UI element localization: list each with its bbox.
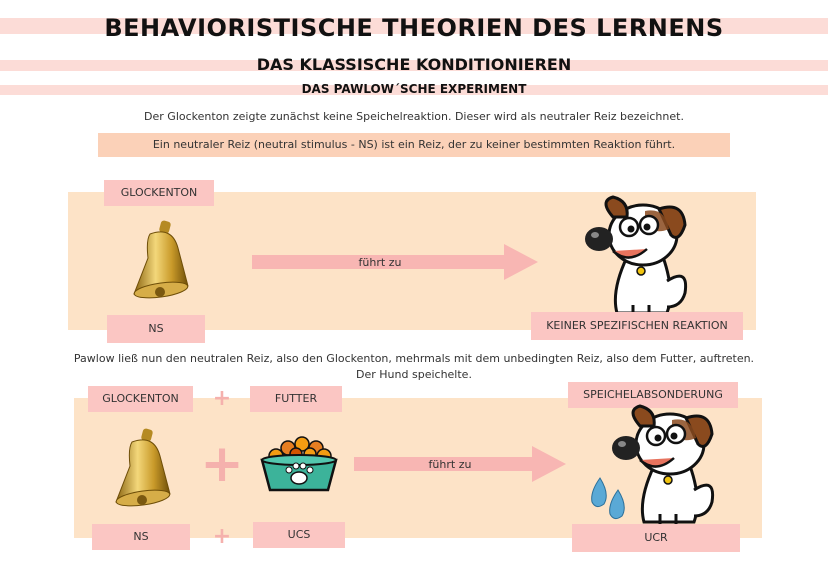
diagram2-result-code: UCR <box>572 524 740 552</box>
diagram2-code1: NS <box>92 524 190 550</box>
plus-sign: + <box>212 386 232 411</box>
dog-icon <box>583 195 695 321</box>
page-title: BEHAVIORISTISCHE THEORIEN DES LERNENS <box>104 14 724 42</box>
diagram1-result-label: KEINER SPEZIFISCHEN REAKTION <box>531 312 743 340</box>
diagram1-stimulus-label: GLOCKENTON <box>104 180 214 206</box>
diagram1-stimulus-code: NS <box>107 315 205 343</box>
bell-icon <box>102 426 174 510</box>
diagram2-arrow-label: führt zu <box>428 458 472 471</box>
food-bowl-icon <box>258 432 340 494</box>
page-subtitle: DAS KLASSISCHE KONDITIONIEREN <box>256 55 572 74</box>
middle-text-line1: Pawlow ließ nun den neutralen Reiz, also den Glockenton, mehrmals mit dem unbedingten Reiz, also dem Futter, auftreten. <box>73 352 755 365</box>
dog-icon <box>610 404 722 530</box>
plus-sign-large: + <box>200 434 244 494</box>
intro-text: Der Glockenton zeigte zunächst keine Speichelreaktion. Dieser wird als neutraler Reiz bezeichnet. <box>144 110 684 123</box>
diagram2-stimulus2-label: FUTTER <box>250 386 342 412</box>
diagram1-arrow-label: führt zu <box>358 256 402 269</box>
bell-icon <box>120 218 192 302</box>
diagram2-code2: UCS <box>253 522 345 548</box>
diagram2-stimulus1-label: GLOCKENTON <box>88 386 193 412</box>
diagram2-result-label: SPEICHELABSONDERUNG <box>568 382 738 408</box>
definition-box: Ein neutraler Reiz (neutral stimulus - NS) ist ein Reiz, der zu keiner bestimmten Reaktion führt. <box>98 133 730 157</box>
middle-text-line2: Der Hund speichelte. <box>356 368 472 381</box>
plus-sign: + <box>212 524 232 549</box>
section-title: DAS PAWLOW´SCHE EXPERIMENT <box>301 82 527 96</box>
